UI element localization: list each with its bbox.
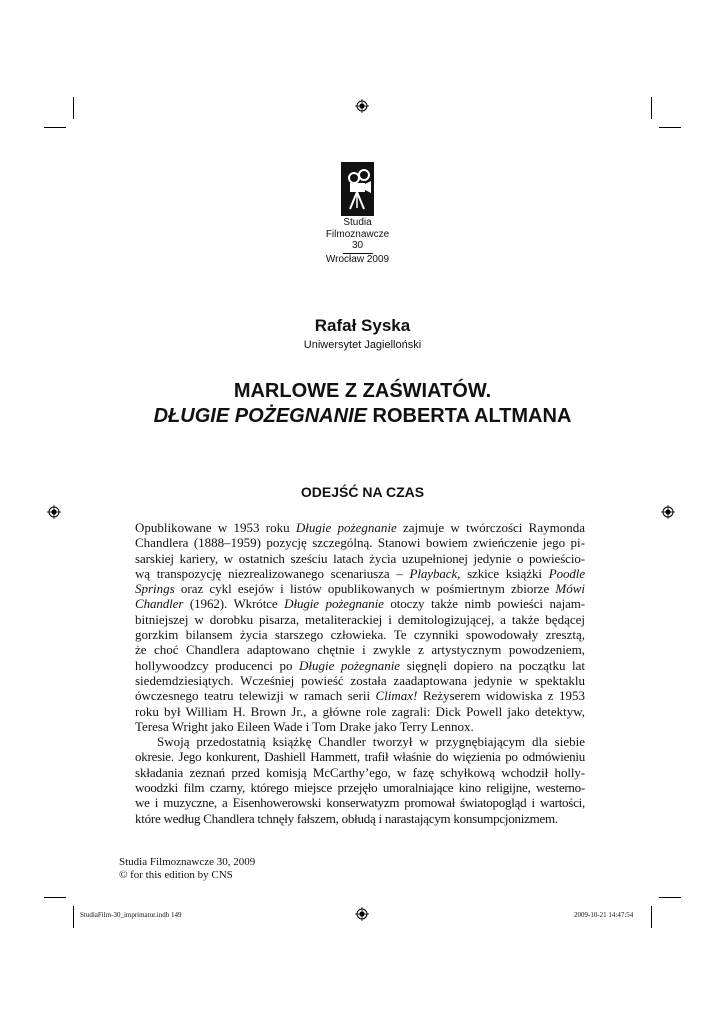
crop-mark (73, 906, 74, 928)
author-name: Rafał Syska (314, 316, 411, 335)
title-rest: ROBERTA ALTMANA (366, 405, 572, 427)
body-line: że choć Chandlera adaptowano chętnie i zwykle z artystycznym powodzeniem, (135, 642, 585, 658)
body-line: Chandler (1962). Wkrótce Długie pożegnanie otoczy także nimb powieści najam- (135, 596, 585, 612)
footer-copyright: © for this edition by CNS (119, 869, 233, 881)
body-line: siedemdziesiątych. Wcześniej powieść została zaadaptowana jedynie w spektaklu (135, 672, 585, 688)
body-line: roku był William H. Brown Jr., a główne role zagrali: Dick Powell jako detektyw, (135, 703, 585, 719)
registration-mark-icon (355, 99, 369, 113)
footer-journal: Studia Filmoznawcze 30, 2009 (119, 856, 256, 868)
article-title (0, 403, 725, 429)
film-camera-logo-icon (341, 162, 374, 216)
crop-mark (73, 97, 74, 119)
title-italic-part: DŁUGIE POŻEGNANIE (153, 405, 367, 427)
body-line: we i muzyczne, a Eisenhowerowski konserwatyzm promował światopogląd i wartości, (135, 795, 585, 811)
body-line: składania zeznań przed komisją McCarthy’ego, w fazę schyłkową wchodził holly- (135, 764, 585, 780)
body-line: woodzki film czarny, którego miejsce przejęło umoralniające kino religijne, westerno- (135, 780, 585, 796)
crop-mark (651, 97, 652, 119)
registration-mark-icon (661, 505, 675, 519)
registration-mark-icon (47, 505, 61, 519)
article-body (135, 520, 585, 826)
body-line: Teresa Wright jako Eileen Wade i Tom Drake jako Terry Lennox. (135, 718, 474, 734)
body-line: które według Chandlera tchnęły fałszem, obłudą i narastającym konsumpcjonizmem. (135, 810, 558, 826)
section-heading: ODEJŚĆ NA CZAS (300, 484, 425, 500)
body-line: bitniejszej w dorobku pisarza, metaliterackiej i demitologizującej, a także będącej (135, 611, 585, 627)
body-line: Springs oraz cykl esejów i listów opublikowanych w pośmiertnym zbiorze Mówi (135, 581, 585, 597)
body-line: ówczesnego teatru telewizji w ramach serii Climax! Reżyserem widowiska z 1953 (135, 688, 585, 704)
journal-info (300, 217, 415, 265)
crop-mark (659, 127, 681, 128)
print-slug-timestamp: 2009-10-21 14:47:54 (574, 911, 634, 919)
body-line: Swoją przedostatnią książkę Chandler tworzył w przygnębiającym dla siebie (157, 734, 585, 750)
body-line: sarskiej kariery, w ostatnich sześciu latach życia uzupełnionej jedynie o powieścio- (135, 550, 585, 566)
crop-mark (44, 127, 66, 128)
body-line: okresie. Jego konkurent, Dashiell Hammett, trafił właśnie do więzienia po odmówieniu (135, 749, 585, 765)
journal-issue: 30 (351, 240, 364, 251)
body-line: gorzkim bilansem życia starszego człowieka. Te czynniki spowodowały zresztą, (135, 627, 585, 643)
registration-mark-icon (355, 907, 369, 921)
author-affiliation: Uniwersytet Jagielloński (303, 339, 422, 351)
crop-mark (659, 897, 681, 898)
copyright-footer (119, 856, 255, 882)
print-slug-file: StudiaFilm-30_imprimatur.indb 149 (80, 911, 182, 919)
crop-mark (651, 906, 652, 928)
article-title: MARLOWE Z ZAŚWIATÓW. (233, 380, 492, 402)
journal-name: Filmoznawcze (325, 228, 390, 240)
body-line: hollywoodzcy producenci po Długie pożegnanie sięgnęli dopiero na początku lat (135, 657, 586, 673)
journal-name: Studia (343, 217, 372, 228)
body-line: wą transpozycję niezrealizowanego scenariusza – Playback, szkice książki Poodle (135, 565, 585, 581)
journal-place-year: Wrocław 2009 (325, 253, 390, 265)
body-line: Opublikowane w 1953 roku Długie pożegnanie zajmuje w twórczości Raymonda (135, 520, 585, 535)
crop-mark (44, 897, 66, 898)
body-line: Chandlera (1888–1959) pozycję szczególną. Stanowi bowiem zwieńczenie jego pi- (135, 535, 585, 551)
